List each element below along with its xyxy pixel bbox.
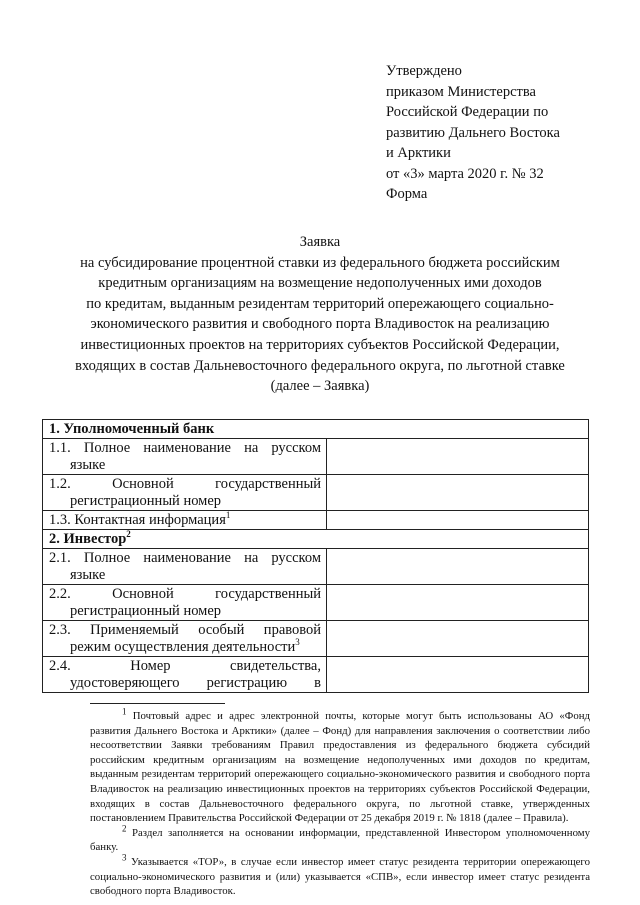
field-label	[43, 511, 327, 530]
approval-line: Утверждено	[386, 63, 462, 79]
field-label	[43, 585, 327, 621]
item-text: регистрационный номер	[70, 493, 222, 509]
item-text: Основной	[112, 476, 174, 492]
item-text: 1.3. Контактная информация	[49, 512, 226, 528]
title-line: входящих в состав Дальневосточного федерального округа, по льготной ставке	[75, 357, 565, 374]
footnote	[90, 852, 590, 899]
field-value-cell[interactable]	[327, 657, 589, 693]
section-row-bank	[43, 420, 589, 439]
item-text: языке	[70, 457, 106, 473]
table-row	[43, 585, 589, 621]
item-text: Полное наименование на русском	[83, 550, 321, 566]
item-number: 2.4.	[49, 658, 71, 674]
field-value-cell[interactable]	[327, 475, 589, 511]
item-number: 2.1.	[49, 550, 71, 566]
field-label	[43, 549, 327, 585]
footnote-number: 3	[122, 852, 127, 863]
item-number: 2.2.	[49, 586, 71, 602]
field-value-cell[interactable]	[327, 621, 589, 657]
section-row-investor	[43, 530, 589, 549]
footnote-text: Почтовый адрес и адрес электронной почты, которые могут быть использованы АО «Фонд развития Дальнего Востока и Арктики» (далее – Фонд) для направления заключения о соответствии либо несоответствии Заявки требованиям Правил предоставления из федерального бюджета субсидий российским кредитным организациям на возмещение недополученных ими доходов по кредитам, выданным резидентам территорий опережающего социально-экономического развития и свободного порта Владивосток на реализацию инвестиционных проектов на территориях субъектов Российской Федерации, входящих в состав Дальневосточного федерального округа, по льготной ставке, утвержденных постановлением Правительства Российской Федерации от 25 декабря 2019 г. № 1818 (далее – Правила).	[90, 710, 590, 825]
table-row	[43, 657, 589, 693]
footnote-number: 2	[122, 823, 127, 834]
approval-line: Российской Федерации по	[386, 104, 549, 120]
item-text: Основной	[112, 586, 174, 602]
item-number: 1.1.	[49, 440, 71, 456]
field-value-cell[interactable]	[327, 549, 589, 585]
title-line: (далее – Заявка)	[270, 378, 370, 395]
approval-line: развитию Дальнего Востока	[386, 124, 560, 141]
footnote-number: 1	[122, 706, 127, 717]
footnote	[90, 706, 590, 826]
approval-line: приказом Министерства	[386, 83, 536, 100]
application-table	[42, 419, 589, 693]
footnote-text: Указывается «ТОР», в случае если инвестор имеет статус резидента территории опережающего социально-экономического развития и (или) указывается «СПВ», если инвестор имеет статус резидента свободного порта Владивосток.	[90, 855, 590, 898]
approval-line: и Арктики	[386, 145, 451, 161]
footnote-text: Раздел заполняется на основании информации, представленной Инвестором уполномоченному банку.	[90, 826, 590, 854]
field-value-cell[interactable]	[327, 439, 589, 475]
approval-line: от «3» марта 2020 г. № 32	[386, 165, 544, 182]
section-heading: 2. Инвестор$^2$	[43, 530, 589, 549]
item-text: языке	[70, 567, 106, 583]
item-text: регистрационный номер	[70, 603, 222, 619]
title-line: на субсидирование процентной ставки из федерального бюджета российским	[80, 254, 560, 271]
item-text: свидетельства,	[230, 658, 321, 674]
approval-stamp	[386, 61, 626, 184]
item-text: режим осуществления деятельности	[70, 639, 296, 655]
item-number: 2.3.	[49, 622, 71, 638]
table-row	[43, 549, 589, 585]
field-label	[43, 621, 327, 657]
item-text: Номер	[130, 658, 171, 674]
table-row	[43, 439, 589, 475]
footnote-ref: 2	[126, 529, 131, 540]
document-title	[30, 232, 610, 397]
table-row	[43, 475, 589, 511]
item-text: государственный	[215, 586, 321, 602]
item-text: Применяемый особый правовой	[90, 622, 322, 638]
footnote-divider	[90, 703, 225, 704]
footnotes	[90, 706, 590, 899]
item-number: 1.2.	[49, 476, 71, 492]
title-line: по кредитам, выданным резидентам территорий опережающего социально-	[86, 295, 554, 312]
footnote-ref: 3	[295, 637, 300, 648]
table-row	[43, 621, 589, 657]
field-value-cell[interactable]	[327, 585, 589, 621]
footnote	[90, 823, 590, 855]
title-heading: Заявка	[299, 234, 341, 250]
section-heading: 1. Уполномоченный банк	[43, 420, 589, 439]
item-text: государственный	[215, 476, 321, 492]
title-line: экономического развития и свободного порта Владивосток на реализацию	[90, 316, 550, 333]
title-line: инвестиционных проектов на территориях субъектов Российской Федерации,	[80, 336, 560, 353]
field-label	[43, 657, 327, 693]
title-line: кредитным организациям на возмещение недополученных ими доходов	[98, 275, 542, 292]
field-value-cell[interactable]	[327, 511, 589, 530]
item-text: Полное наименование на русском	[83, 440, 321, 456]
table-row	[43, 511, 589, 530]
footnote-ref: 1	[225, 510, 231, 521]
item-text: удостоверяющего регистрацию в	[70, 675, 321, 691]
field-label	[43, 439, 327, 475]
field-label	[43, 475, 327, 511]
form-label: Форма	[386, 186, 428, 202]
